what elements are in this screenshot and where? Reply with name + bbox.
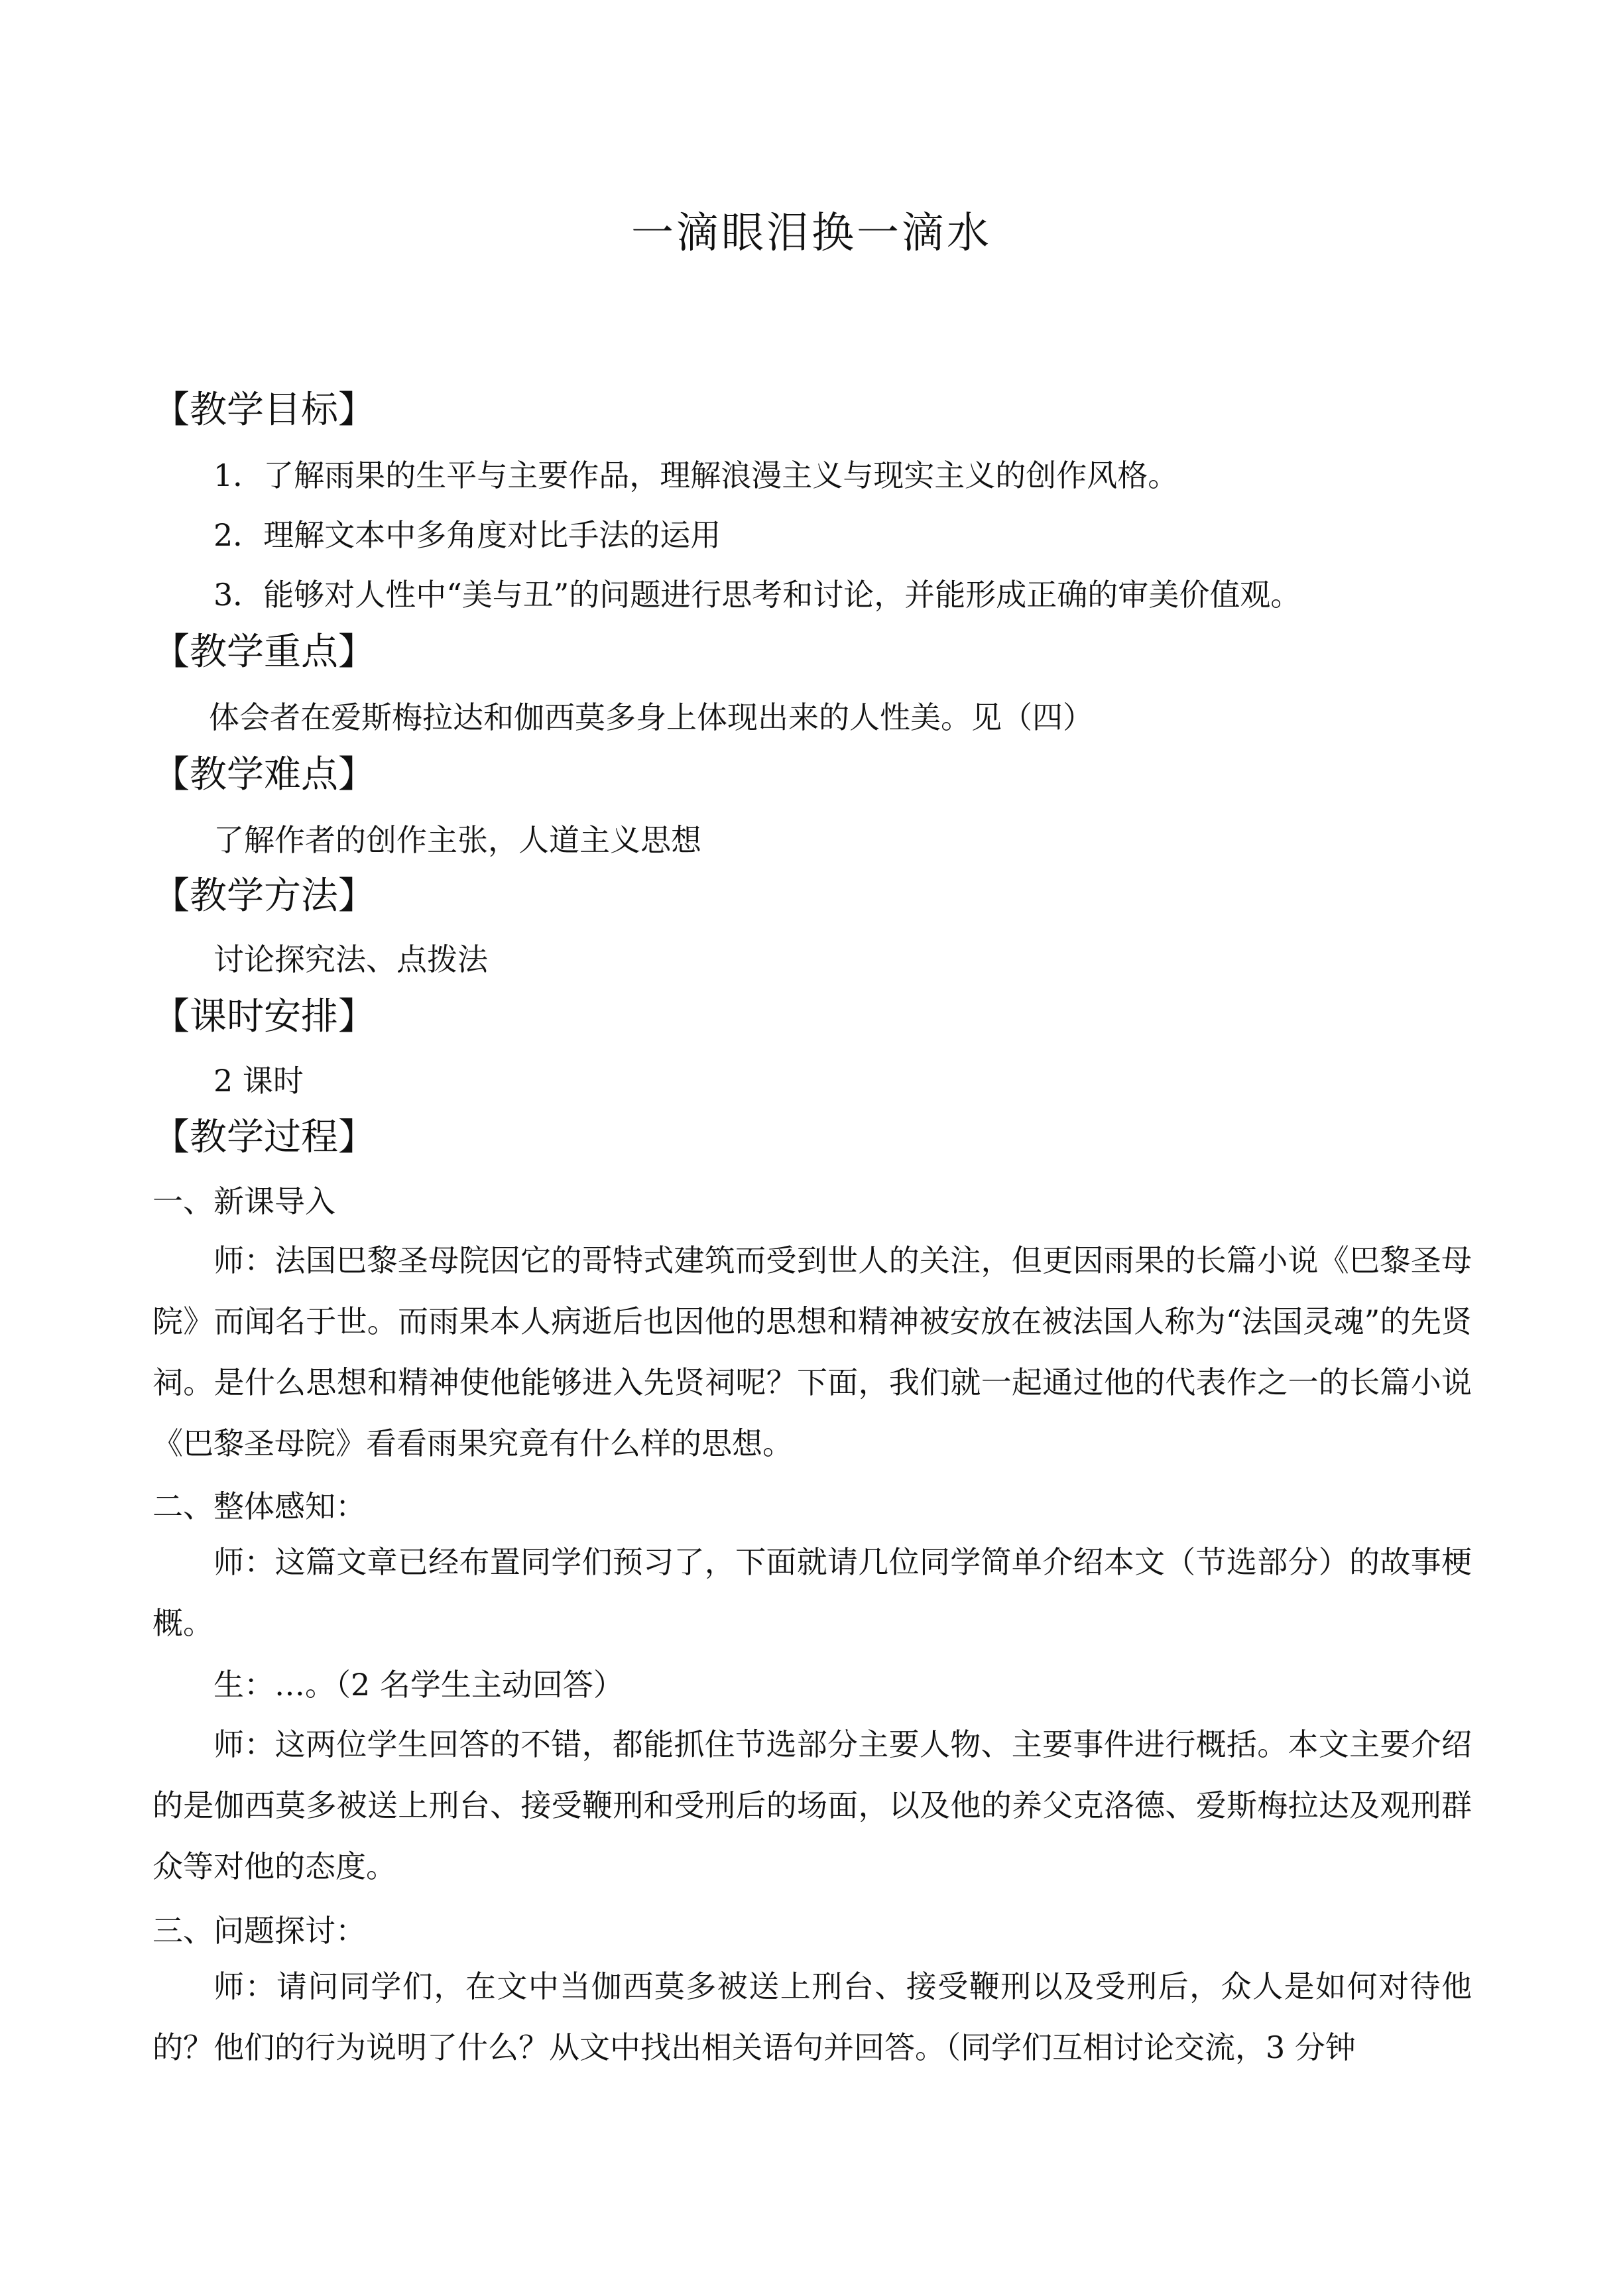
- part2-paragraph-1: 师：这篇文章已经布置同学们预习了，下面就请几位同学简单介绍本文（节选部分）的故事梗概。: [152, 1544, 1472, 1641]
- method-text: 讨论探究法、点拨法: [213, 941, 488, 977]
- part1-heading: 一、新课导入: [152, 1183, 335, 1219]
- part3-heading: 三、问题探讨：: [152, 1913, 366, 1949]
- heading-teaching-process: 【教学过程】: [152, 1116, 375, 1159]
- key-point-text: 体会者在爱斯梅拉达和伽西莫多身上体现出来的人性美。见（四）: [209, 699, 1093, 735]
- difficulty-text: 了解作者的创作主张，人道主义思想: [213, 822, 701, 858]
- part1-paragraph: 师：法国巴黎圣母院因它的哥特式建筑而受到世人的关注，但更因雨果的长篇小说《巴黎圣母院》而闻名于世。而雨果本人病逝后也因他的思想和精神被安放在被法国人称为“法国灵魂”的先贤祠。是什么思想和精神使他能够进入先贤祠呢？下面，我们就一起通过他的代表作之一的长篇小说《巴黎圣母院》看看雨果究竟有什么样的思想。: [152, 1242, 1472, 1461]
- heading-teaching-key: 【教学重点】: [152, 631, 375, 674]
- goal-item-3: 3．能够对人性中“美与丑”的问题进行思考和讨论，并能形成正确的审美价值观。: [213, 577, 1301, 613]
- document-title: 一滴眼泪换一滴水: [631, 209, 992, 258]
- part3-paragraph: 师：请问同学们，在文中当伽西莫多被送上刑台、接受鞭刑以及受刑后，众人是如何对待他的？他们的行为说明了什么？从文中找出相关语句并回答。（同学们互相讨论交流，3 分钟: [152, 1968, 1472, 2065]
- heading-teaching-goals: 【教学目标】: [152, 389, 375, 432]
- goal-item-2: 2．理解文本中多角度对比手法的运用: [213, 517, 721, 553]
- part2-paragraph-2: 生：…。（2 名学生主动回答）: [213, 1667, 624, 1703]
- heading-teaching-method: 【教学方法】: [152, 875, 375, 918]
- goal-item-1: 1．了解雨果的生平与主要作品，理解浪漫主义与现实主义的创作风格。: [213, 457, 1179, 493]
- part2-paragraph-3: 师：这两位学生回答的不错，都能抓住节选部分主要人物、主要事件进行概括。本文主要介绍的是伽西莫多被送上刑台、接受鞭刑和受刑后的场面，以及他的养父克洛德、爱斯梅拉达及观刑群众等对他的态度。: [152, 1726, 1472, 1884]
- heading-schedule: 【课时安排】: [152, 995, 375, 1038]
- heading-teaching-difficulty: 【教学难点】: [152, 753, 375, 796]
- schedule-text: 2 课时: [213, 1063, 304, 1099]
- part2-heading: 二、整体感知：: [152, 1488, 366, 1524]
